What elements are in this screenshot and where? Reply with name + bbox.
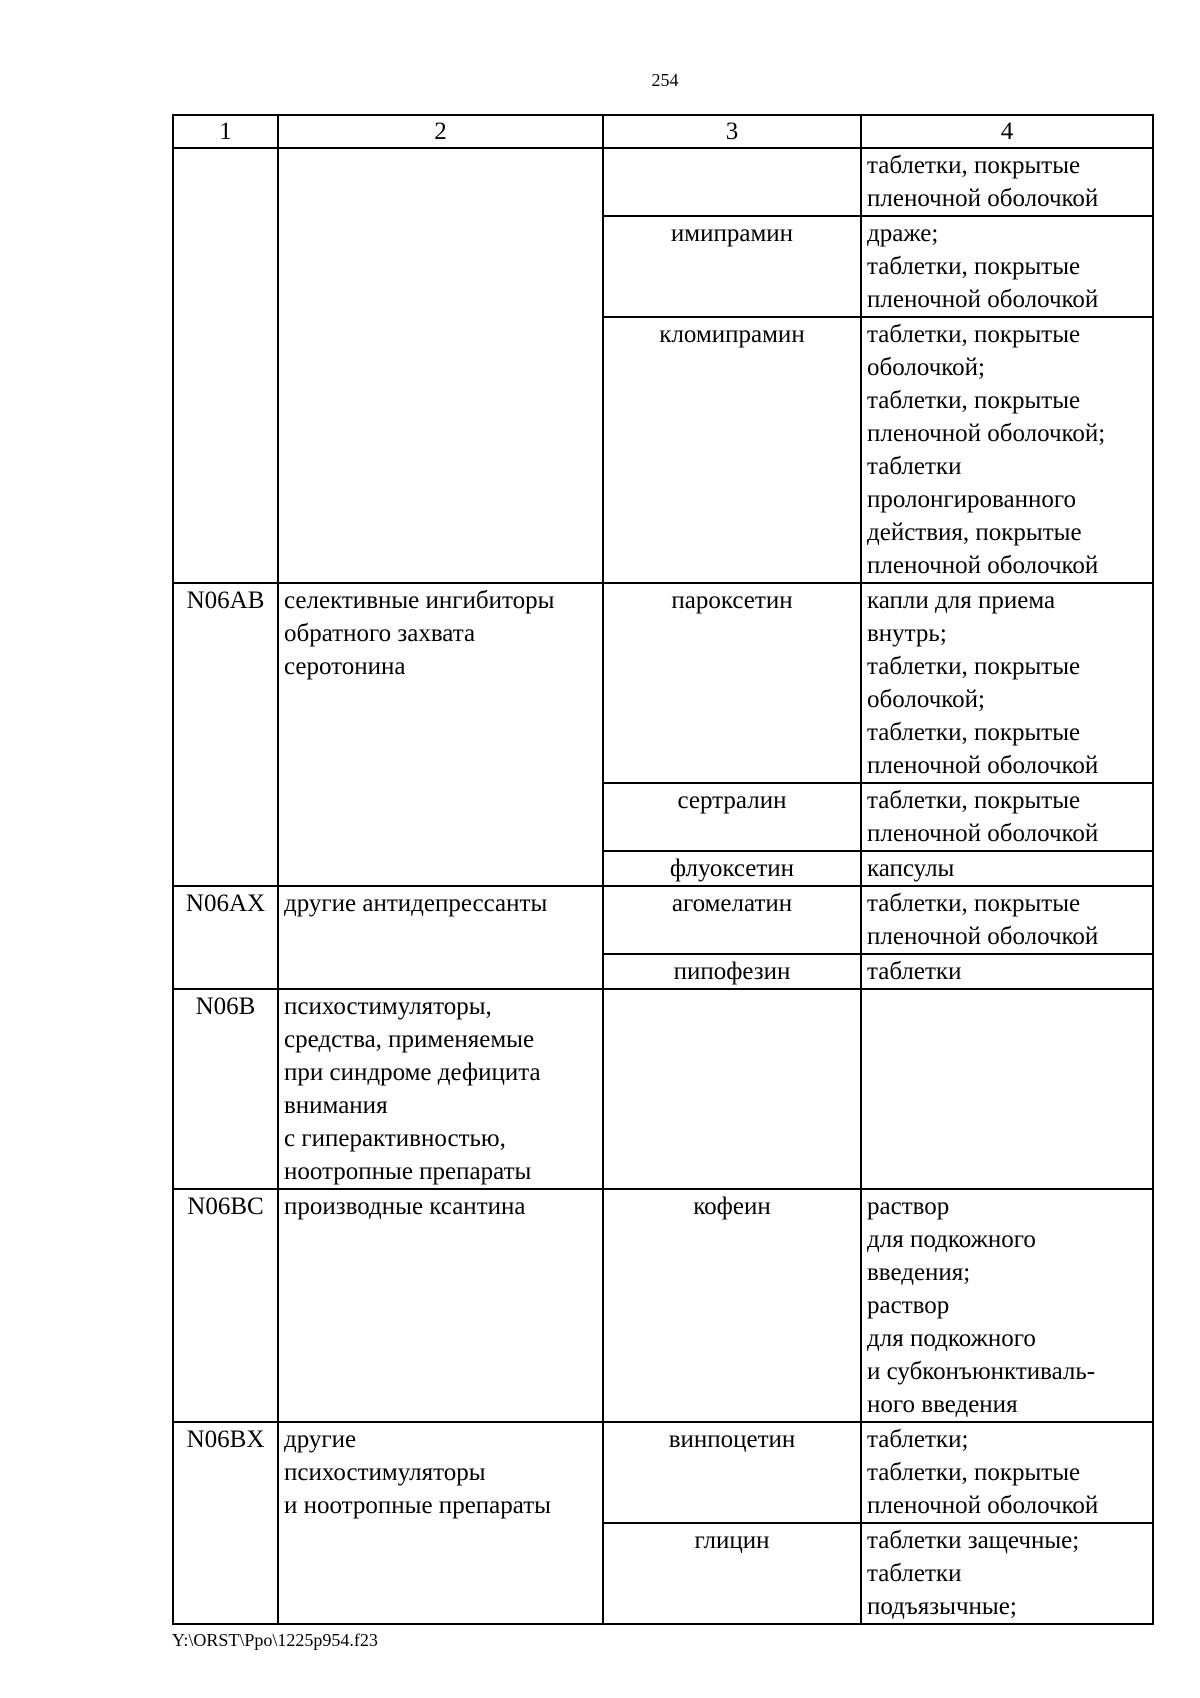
group-name-cell	[278, 148, 603, 583]
group-name-cell-line: и ноотропные препараты	[284, 1492, 551, 1519]
dosage-form-cell-line: драже;	[867, 220, 939, 247]
atc-code-cell	[173, 886, 278, 989]
drug-name-cell	[603, 148, 861, 216]
dosage-form-cell	[861, 954, 1153, 989]
group-name-cell-line: психостимуляторы,	[284, 993, 492, 1020]
table-row	[173, 1422, 1153, 1523]
drug-name-cell-line: пароксетин	[671, 587, 793, 614]
drug-name-cell	[603, 1189, 861, 1422]
header-row	[173, 115, 1153, 148]
dosage-form-cell	[861, 783, 1153, 851]
footer-file-path: Y:\ORST\Ppo\1225p954.f23	[172, 1630, 378, 1650]
drug-name-cell-line: глицин	[694, 1527, 770, 1554]
table-row	[173, 583, 1153, 783]
drug-name-cell	[603, 783, 861, 851]
dosage-form-cell-line: таблетки, покрытые	[867, 387, 1081, 414]
dosage-form-cell-line: действия, покрытые	[867, 519, 1082, 546]
dosage-form-cell	[861, 1422, 1153, 1523]
dosage-form-cell-line: пленочной оболочкой	[867, 820, 1099, 847]
dosage-form-cell-line: пленочной оболочкой	[867, 1492, 1099, 1519]
drug-name-cell	[603, 851, 861, 886]
dosage-form-cell-line: пленочной оболочкой	[867, 752, 1099, 779]
drug-name-cell-line: сертралин	[677, 787, 787, 814]
atc-code-cell	[173, 1422, 278, 1624]
atc-code-cell-line: N06BC	[187, 1193, 264, 1220]
dosage-form-cell-line: таблетки, покрытые	[867, 890, 1081, 917]
dosage-form-cell-line: ного введения	[867, 1391, 1018, 1418]
drug-name-cell	[603, 989, 861, 1189]
atc-code-cell	[173, 1189, 278, 1422]
dosage-form-cell	[861, 1523, 1153, 1624]
group-name-cell-line: с гиперактивностью,	[284, 1125, 506, 1152]
dosage-form-cell	[861, 317, 1153, 583]
group-name-cell	[278, 1189, 603, 1422]
dosage-form-cell-line: таблетки, покрытые	[867, 787, 1081, 814]
atc-code-cell-line: N06AB	[186, 587, 265, 614]
group-name-cell-line: при синдроме дефицита	[284, 1059, 541, 1086]
group-name-cell-line: серотонина	[284, 653, 406, 680]
dosage-form-cell-line: для подкожного	[867, 1325, 1036, 1352]
drug-name-cell	[603, 954, 861, 989]
dosage-form-cell-line: таблетки	[867, 453, 962, 480]
atc-code-cell-line: N06B	[195, 993, 256, 1020]
dosage-form-cell-line: пленочной оболочкой	[867, 552, 1099, 579]
dosage-form-cell-line: таблетки, покрытые	[867, 719, 1081, 746]
header-cell: 2	[278, 115, 603, 148]
drug-name-cell	[603, 583, 861, 783]
dosage-form-cell-line: таблетки, покрытые	[867, 253, 1081, 280]
header-cell: 4	[861, 115, 1153, 148]
header-cell: 1	[173, 115, 278, 148]
page-number: 254	[651, 70, 679, 90]
drug-name-cell	[603, 216, 861, 317]
dosage-form-cell	[861, 851, 1153, 886]
group-name-cell	[278, 886, 603, 989]
group-name-cell-line: психостимуляторы	[284, 1459, 486, 1486]
group-name-cell-line: производные ксантина	[284, 1193, 526, 1220]
drug-name-cell-line: имипрамин	[670, 220, 794, 247]
dosage-form-cell-line: пленочной оболочкой	[867, 286, 1099, 313]
dosage-form-cell-line: пленочной оболочкой	[867, 185, 1099, 212]
dosage-form-cell	[861, 1189, 1153, 1422]
dosage-form-cell-line: таблетки защечные;	[867, 1527, 1080, 1554]
group-name-cell-line: другие антидепрессанты	[284, 890, 548, 917]
drug-name-cell-line: пипофезин	[673, 958, 791, 985]
dosage-form-cell-line: для подкожного	[867, 1226, 1036, 1253]
drug-name-cell-line: кофеин	[693, 1193, 771, 1220]
group-name-cell	[278, 583, 603, 886]
dosage-form-cell-line: подъязычные;	[867, 1593, 1017, 1620]
group-name-cell-line: обратного захвата	[284, 620, 476, 647]
drug-name-cell-line: кломипрамин	[659, 321, 805, 348]
drug-table	[172, 114, 1154, 1625]
dosage-form-cell-line: пленочной оболочкой;	[867, 420, 1106, 447]
header-cell: 3	[603, 115, 861, 148]
dosage-form-cell-line: пленочной оболочкой	[867, 923, 1099, 950]
table-row	[173, 989, 1153, 1189]
dosage-form-cell-line: раствор	[867, 1193, 950, 1220]
dosage-form-cell	[861, 989, 1153, 1189]
drug-name-cell-line: флуоксетин	[669, 855, 795, 882]
drug-name-cell	[603, 886, 861, 954]
dosage-form-cell-line: таблетки;	[867, 1426, 969, 1453]
dosage-form-cell-line: капли для приема	[867, 587, 1056, 614]
dosage-form-cell	[861, 216, 1153, 317]
dosage-form-cell-line: оболочкой;	[867, 354, 985, 381]
dosage-form-cell-line: капсулы	[867, 855, 955, 882]
dosage-form-cell-line: и субконъюнктиваль-	[867, 1358, 1096, 1385]
drug-name-cell	[603, 1422, 861, 1523]
group-name-cell-line: селективные ингибиторы	[284, 587, 555, 614]
group-name-cell-line: ноотропные препараты	[284, 1158, 532, 1185]
group-name-cell-line: средства, применяемые	[284, 1026, 535, 1053]
drug-name-cell-line: агомелатин	[671, 890, 793, 917]
dosage-form-cell	[861, 148, 1153, 216]
group-name-cell-line: другие	[284, 1426, 357, 1453]
dosage-form-cell-line: таблетки	[867, 1560, 962, 1587]
group-name-cell-line: внимания	[284, 1092, 388, 1119]
atc-code-cell	[173, 989, 278, 1189]
dosage-form-cell-line: раствор	[867, 1292, 950, 1319]
dosage-form-cell-line: таблетки, покрытые	[867, 321, 1081, 348]
atc-code-cell-line: N06BX	[186, 1426, 265, 1453]
atc-code-cell-line: N06AX	[185, 890, 266, 917]
table-row	[173, 148, 1153, 216]
drug-name-cell-line: винпоцетин	[668, 1426, 796, 1453]
dosage-form-cell-line: таблетки, покрытые	[867, 653, 1081, 680]
dosage-form-cell-line: введения;	[867, 1259, 971, 1286]
dosage-form-cell-line: таблетки	[867, 958, 962, 985]
dosage-form-cell	[861, 583, 1153, 783]
group-name-cell	[278, 989, 603, 1189]
atc-code-cell	[173, 148, 278, 583]
dosage-form-cell-line: внутрь;	[867, 620, 947, 647]
dosage-form-cell	[861, 886, 1153, 954]
drug-name-cell	[603, 317, 861, 583]
table-row	[173, 1189, 1153, 1422]
dosage-form-cell-line: таблетки, покрытые	[867, 1459, 1081, 1486]
dosage-form-cell-line: таблетки, покрытые	[867, 152, 1081, 179]
drug-name-cell	[603, 1523, 861, 1624]
dosage-form-cell-line: пролонгированного	[867, 486, 1076, 513]
table-row	[173, 886, 1153, 954]
atc-code-cell	[173, 583, 278, 886]
group-name-cell	[278, 1422, 603, 1624]
dosage-form-cell-line: оболочкой;	[867, 686, 985, 713]
